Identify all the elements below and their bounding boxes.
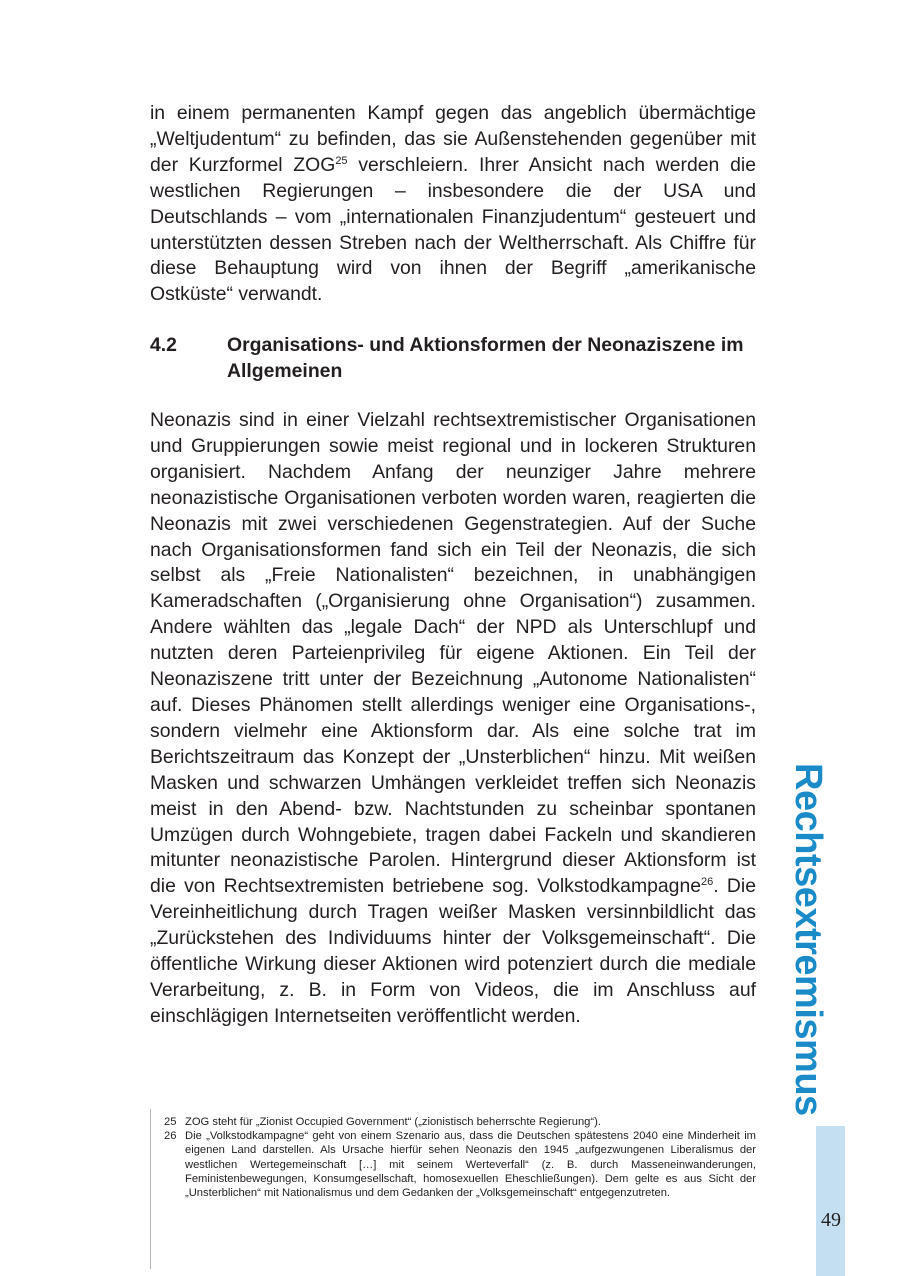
footnote-26 (164, 1129, 756, 1200)
page-number: 49 (821, 1209, 841, 1231)
paragraph-intro (150, 101, 756, 308)
footnote-number: 26 (164, 1130, 177, 1143)
footnote-ref-25[interactable]: 25 (335, 154, 348, 167)
chapter-side-label: Rechtsextremismus (787, 763, 829, 1116)
section-number: 4.2 (150, 334, 177, 356)
footnotes (164, 1115, 756, 1200)
footnote-25 (164, 1115, 756, 1129)
paragraph-neonazi-organisation (150, 408, 756, 1030)
footnote-text: ZOG steht für „Zionist Occupied Government“ („zionistisch beherrschte Regierung“). (185, 1116, 601, 1128)
footnote-text: Die „Volkstodkampagne“ geht von einem Szenario aus, dass die Deutschen spätestens 2040 eine Minderheit im eigenen Land darstellen. Als Ursache hierfür sehen Neonazis den 1945 „aufgezwungenen Liberalismus der westlichen Wertegemeinschaft […] mit seinem Werteverfall“ (z. B. durch Masseneinwanderungen, Feministenbewegungen, Konsumgesellschaft, homosexuellen Eheschließungen). Dem gelte es aus Sicht der „Unsterblichen“ mit Nationalismus und dem Gedanken der „Volksgemeinschaft“ entgegenzutreten. (185, 1130, 756, 1200)
paragraph-main-text-1: Neonazis sind in einer Vielzahl rechtsextremistischer Organisationen und Gruppierungen sowie meist regional und in lockeren Strukturen organisiert. Nachdem Anfang der neunziger Jahre mehrere neonazistische Organisationen verboten worden waren, reagierten die Neonazis mit zwei verschiedenen Gegenstrategien. Auf der Suche nach Organisationsformen fand sich ein Teil der Neonazis, die sich selbst als „Freie Nationalisten“ bezeichnen, in unabhängigen Kameradschaften („Organisierung ohne Organisation“) zusammen. Andere wählten das „legale Dach“ der NPD als Unterschlupf und nutzten deren Parteienprivileg für eigene Aktionen. Ein Teil der Neonaziszene tritt unter der Bezeichnung „Autonome Nationalisten“ auf. Dieses Phänomen stellt allerdings weniger eine Organisations-, sondern vielmehr eine Aktionsform dar. Als eine solche trat im Berichtszeitraum das Konzept der „Unsterblichen“ hinzu. Mit weißen Masken und schwarzen Umhängen verkleidet treffen sich Neonazis meist in den Abend- bzw. Nachtstunden zu scheinbar spontanen Umzügen durch Wohngebiete, tragen dabei Fackeln und skandieren mitunter neonazistische Parolen. Hintergrund dieser Aktionsform ist die von Rechtsextremisten betriebene sog. Volkstodkampagne (150, 409, 756, 898)
paragraph-main-text-2: . Die Vereinheitlichung durch Tragen weißer Masken versinnbildlicht das „Zurückstehen des Individuums hinter der Volksgemeinschaft“. Die öffentliche Wirkung dieser Aktionen wird potenziert durch die mediale Verarbeitung, z. B. in Form von Videos, die im Anschluss auf einschlägigen Internetseiten veröffentlicht werden. (150, 875, 756, 1027)
footnote-divider (150, 1109, 151, 1269)
footnote-number: 25 (164, 1116, 177, 1128)
paragraph-intro-text-2: verschleiern. Ihrer Ansicht nach werden die westlichen Regierungen – insbesondere die der USA und Deutschlands – vom „internationalen Finanzjudentum“ gesteuert und unterstützten dessen Streben nach der Weltherrschaft. Als Chiffre für diese Behauptung wird von ihnen der Begriff „amerikanische Ostküste“ verwandt. (150, 153, 756, 306)
section-title: Organisations- und Aktionsformen der Neonaziszene im Allgemeinen (227, 334, 744, 382)
page-tab (816, 1126, 845, 1276)
footnote-ref-26[interactable]: 26 (701, 876, 714, 889)
paragraph-intro-text-1: in einem permanenten Kampf gegen das angeblich übermächtige „Weltjudentum“ zu befinden, das sie Außenstehenden gegenüber mit der Kurzformel ZOG (150, 102, 756, 176)
